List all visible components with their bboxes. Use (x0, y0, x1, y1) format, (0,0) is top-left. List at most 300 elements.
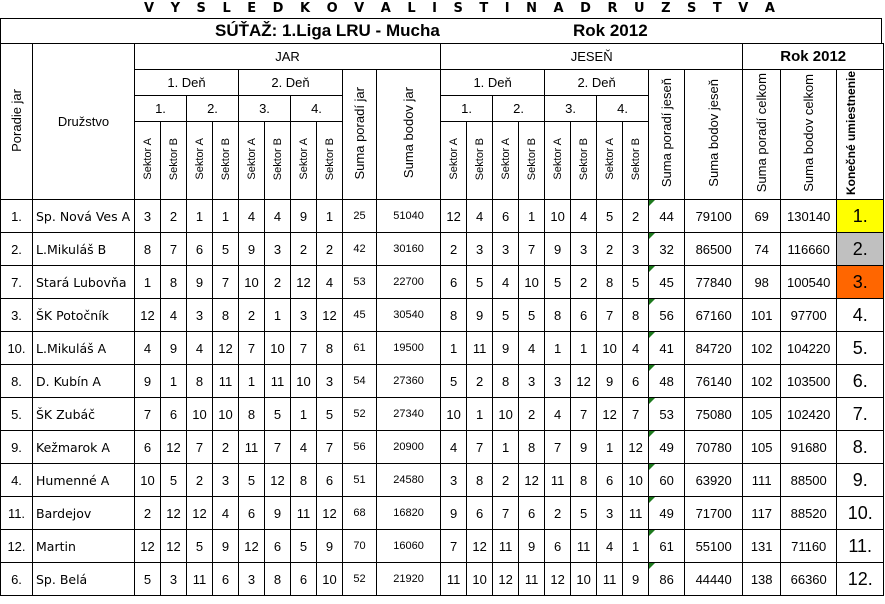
jesen-sector-cell: 2 (597, 233, 623, 266)
jesen-sector-cell: 6 (493, 200, 519, 233)
jar-sector-cell: 7 (265, 431, 291, 464)
jar-sector-cell: 3 (317, 365, 343, 398)
jesen-sector-cell: 5 (597, 200, 623, 233)
jesen-sector-cell: 6 (467, 497, 493, 530)
header-jar: JAR (135, 44, 441, 70)
jar-sector-cell: 12 (291, 266, 317, 299)
sum-poradi-jesen-cell: 60 (649, 464, 685, 497)
jesen-sector-cell: 11 (441, 563, 467, 596)
jar-sector-cell: 10 (239, 266, 265, 299)
jar-sector-cell: 9 (239, 233, 265, 266)
poradie-jar-cell: 1. (1, 200, 33, 233)
sum-bodov-jar-cell: 16820 (377, 497, 441, 530)
jar-sector-cell: 3 (213, 464, 239, 497)
jesen-sector-cell: 6 (519, 497, 545, 530)
table-row (1, 398, 884, 431)
sum-poradi-celkom-cell: 69 (743, 200, 781, 233)
jesen-sector-cell: 2 (493, 464, 519, 497)
jesen-sector-cell: 4 (493, 266, 519, 299)
jesen-sector-cell: 10 (519, 266, 545, 299)
jesen-sector-cell: 7 (597, 299, 623, 332)
sum-bodov-celkom-cell: 71160 (781, 530, 837, 563)
jar-sector-cell: 3 (161, 563, 187, 596)
jesen-sector-cell: 12 (441, 200, 467, 233)
jar-sector-cell: 12 (317, 497, 343, 530)
sum-bodov-jesen-cell: 86500 (685, 233, 743, 266)
jesen-sector-cell: 6 (571, 299, 597, 332)
final-place-cell: 8. (837, 431, 884, 464)
team-name-cell: Stará Lubovňa (33, 266, 135, 299)
jar-sector-cell: 5 (213, 233, 239, 266)
jar-sector-cell: 6 (187, 233, 213, 266)
jesen-sector-cell: 10 (623, 464, 649, 497)
sum-poradi-jesen-cell: 49 (649, 497, 685, 530)
jesen-sector-cell: 7 (441, 530, 467, 563)
jar-sector-cell: 12 (161, 431, 187, 464)
jar-sector-cell: 7 (187, 431, 213, 464)
jar-sector-cell: 7 (161, 233, 187, 266)
team-name-cell: Humenné A (33, 464, 135, 497)
jesen-sector-cell: 3 (597, 497, 623, 530)
jesen-sector-cell: 1 (493, 431, 519, 464)
jesen-sector-cell: 5 (623, 266, 649, 299)
team-name-cell: Bardejov (33, 497, 135, 530)
jesen-sector-cell: 6 (545, 530, 571, 563)
jar-sector-cell: 9 (265, 497, 291, 530)
jesen-sector-cell: 9 (623, 563, 649, 596)
header-jar-sektor-b: Sektor B (265, 122, 291, 200)
sum-bodov-jar-cell: 27340 (377, 398, 441, 431)
jar-sector-cell: 9 (187, 266, 213, 299)
header-jar-kolo2: 2. (187, 96, 239, 122)
jar-sector-cell: 5 (265, 398, 291, 431)
jesen-sector-cell: 9 (493, 332, 519, 365)
jar-sector-cell: 9 (317, 530, 343, 563)
poradie-jar-cell: 8. (1, 365, 33, 398)
jar-sector-cell: 3 (265, 233, 291, 266)
sum-bodov-jar-cell: 21920 (377, 563, 441, 596)
jar-sector-cell: 9 (291, 200, 317, 233)
jar-sector-cell: 10 (135, 464, 161, 497)
jesen-sector-cell: 8 (493, 365, 519, 398)
jesen-sector-cell: 7 (493, 497, 519, 530)
final-place-cell: 12. (837, 563, 884, 596)
jesen-sector-cell: 6 (597, 464, 623, 497)
jesen-sector-cell: 1 (519, 200, 545, 233)
sum-poradi-celkom-cell: 131 (743, 530, 781, 563)
jar-sector-cell: 12 (161, 530, 187, 563)
sum-poradi-jar-cell: 25 (343, 200, 377, 233)
table-row (1, 365, 884, 398)
jar-sector-cell: 12 (135, 299, 161, 332)
header-jesen-sektor-b: Sektor B (571, 122, 597, 200)
jesen-sector-cell: 3 (571, 233, 597, 266)
sum-bodov-celkom-cell: 91680 (781, 431, 837, 464)
jesen-sector-cell: 12 (467, 530, 493, 563)
jesen-sector-cell: 7 (571, 398, 597, 431)
header-jar-sektor-a: Sektor A (239, 122, 265, 200)
header-jar-den1: 1. Deň (135, 70, 239, 96)
jesen-sector-cell: 8 (597, 266, 623, 299)
jar-sector-cell: 1 (161, 365, 187, 398)
sum-poradi-jesen-cell: 45 (649, 266, 685, 299)
sum-poradi-jar-cell: 42 (343, 233, 377, 266)
jesen-sector-cell: 4 (545, 398, 571, 431)
sum-bodov-celkom-cell: 102420 (781, 398, 837, 431)
jar-sector-cell: 2 (317, 233, 343, 266)
sum-bodov-jesen-cell: 44440 (685, 563, 743, 596)
jesen-sector-cell: 9 (545, 233, 571, 266)
jar-sector-cell: 8 (317, 332, 343, 365)
team-name-cell: L.Mikuláš B (33, 233, 135, 266)
sum-bodov-celkom-cell: 104220 (781, 332, 837, 365)
jar-sector-cell: 8 (187, 365, 213, 398)
team-name-cell: Sp. Belá (33, 563, 135, 596)
final-place-cell: 3. (837, 266, 884, 299)
jesen-sector-cell: 7 (467, 431, 493, 464)
final-place-cell: 11. (837, 530, 884, 563)
table-row (1, 332, 884, 365)
sum-poradi-jar-cell: 52 (343, 563, 377, 596)
jar-sector-cell: 2 (135, 497, 161, 530)
jar-sector-cell: 4 (135, 332, 161, 365)
jesen-sector-cell: 2 (467, 365, 493, 398)
jar-sector-cell: 1 (213, 200, 239, 233)
poradie-jar-cell: 11. (1, 497, 33, 530)
jar-sector-cell: 5 (187, 530, 213, 563)
jar-sector-cell: 8 (135, 233, 161, 266)
team-name-cell: ŠK Zubáč (33, 398, 135, 431)
sum-bodov-jesen-cell: 55100 (685, 530, 743, 563)
header-suma-bodov-celkom: Suma bodov celkom (781, 70, 837, 200)
jar-sector-cell: 12 (161, 497, 187, 530)
header-jesen-sektor-b: Sektor B (467, 122, 493, 200)
results-body (1, 200, 884, 596)
jar-sector-cell: 5 (239, 464, 265, 497)
final-place-cell: 1. (837, 200, 884, 233)
jar-sector-cell: 6 (317, 464, 343, 497)
header-suma-bodov-jar: Suma bodov jar (377, 70, 441, 200)
jar-sector-cell: 5 (317, 398, 343, 431)
sum-bodov-jesen-cell: 75080 (685, 398, 743, 431)
jar-sector-cell: 11 (213, 365, 239, 398)
jesen-sector-cell: 4 (571, 200, 597, 233)
sum-bodov-jesen-cell: 79100 (685, 200, 743, 233)
sum-poradi-celkom-cell: 105 (743, 398, 781, 431)
sum-bodov-celkom-cell: 97700 (781, 299, 837, 332)
sum-bodov-jesen-cell: 70780 (685, 431, 743, 464)
jesen-sector-cell: 2 (545, 497, 571, 530)
jesen-sector-cell: 11 (519, 563, 545, 596)
header-jar-sektor-a: Sektor A (187, 122, 213, 200)
team-name-cell: Kežmarok A (33, 431, 135, 464)
jesen-sector-cell: 8 (623, 299, 649, 332)
sum-poradi-jar-cell: 52 (343, 398, 377, 431)
jesen-sector-cell: 4 (623, 332, 649, 365)
jesen-sector-cell: 2 (519, 398, 545, 431)
table-row (1, 530, 884, 563)
poradie-jar-cell: 2. (1, 233, 33, 266)
jar-sector-cell: 9 (213, 530, 239, 563)
poradie-jar-cell: 12. (1, 530, 33, 563)
header-jar-kolo4: 4. (291, 96, 343, 122)
table-row (1, 233, 884, 266)
jesen-sector-cell: 10 (545, 200, 571, 233)
team-name-cell: L.Mikuláš A (33, 332, 135, 365)
jar-sector-cell: 6 (213, 563, 239, 596)
sum-bodov-jesen-cell: 77840 (685, 266, 743, 299)
jar-sector-cell: 10 (291, 365, 317, 398)
jar-sector-cell: 10 (213, 398, 239, 431)
final-place-cell: 9. (837, 464, 884, 497)
team-name-cell: ŠK Potočník (33, 299, 135, 332)
header-jar-sektor-a: Sektor A (291, 122, 317, 200)
sum-poradi-jesen-cell: 61 (649, 530, 685, 563)
jesen-sector-cell: 11 (493, 530, 519, 563)
header-jesen-den2: 2. Deň (545, 70, 649, 96)
jar-sector-cell: 9 (135, 365, 161, 398)
jesen-sector-cell: 3 (545, 365, 571, 398)
jesen-sector-cell: 11 (571, 530, 597, 563)
header-jar-sektor-b: Sektor B (161, 122, 187, 200)
jar-sector-cell: 2 (239, 299, 265, 332)
jar-sector-cell: 8 (161, 266, 187, 299)
sum-bodov-jar-cell: 30540 (377, 299, 441, 332)
jar-sector-cell: 7 (239, 332, 265, 365)
jesen-sector-cell: 1 (467, 398, 493, 431)
table-row (1, 299, 884, 332)
jar-sector-cell: 1 (187, 200, 213, 233)
sum-poradi-celkom-cell: 101 (743, 299, 781, 332)
jesen-sector-cell: 10 (597, 332, 623, 365)
sum-poradi-jesen-cell: 48 (649, 365, 685, 398)
poradie-jar-cell: 9. (1, 431, 33, 464)
jesen-sector-cell: 8 (545, 299, 571, 332)
sum-poradi-jar-cell: 54 (343, 365, 377, 398)
header-jesen-sektor-a: Sektor A (441, 122, 467, 200)
jesen-sector-cell: 11 (467, 332, 493, 365)
jar-sector-cell: 12 (187, 497, 213, 530)
jar-sector-cell: 1 (239, 365, 265, 398)
header-rok: Rok 2012 (743, 44, 884, 70)
sum-bodov-jar-cell: 27360 (377, 365, 441, 398)
sum-poradi-jesen-cell: 41 (649, 332, 685, 365)
sum-bodov-jar-cell: 22700 (377, 266, 441, 299)
header-jesen-kolo4: 4. (597, 96, 649, 122)
jar-sector-cell: 4 (187, 332, 213, 365)
header-jesen-den1: 1. Deň (441, 70, 545, 96)
sum-bodov-celkom-cell: 116660 (781, 233, 837, 266)
sum-poradi-jesen-cell: 86 (649, 563, 685, 596)
jar-sector-cell: 6 (265, 530, 291, 563)
final-place-cell: 10. (837, 497, 884, 530)
sum-poradi-jesen-cell: 32 (649, 233, 685, 266)
jesen-sector-cell: 5 (441, 365, 467, 398)
jar-sector-cell: 7 (135, 398, 161, 431)
poradie-jar-cell: 3. (1, 299, 33, 332)
jar-sector-cell: 1 (135, 266, 161, 299)
jar-sector-cell: 9 (161, 332, 187, 365)
sum-bodov-celkom-cell: 88520 (781, 497, 837, 530)
header-jar-sektor-a: Sektor A (135, 122, 161, 200)
jar-sector-cell: 4 (317, 266, 343, 299)
final-place-cell: 5. (837, 332, 884, 365)
poradie-jar-cell: 5. (1, 398, 33, 431)
sum-poradi-celkom-cell: 74 (743, 233, 781, 266)
jar-sector-cell: 1 (291, 398, 317, 431)
header-jesen-sektor-b: Sektor B (623, 122, 649, 200)
sum-bodov-celkom-cell: 66360 (781, 563, 837, 596)
jar-sector-cell: 5 (291, 530, 317, 563)
jesen-sector-cell: 2 (441, 233, 467, 266)
header-suma-poradi-jesen: Suma poradí jeseň (649, 70, 685, 200)
jar-sector-cell: 8 (213, 299, 239, 332)
table-row (1, 497, 884, 530)
jar-sector-cell: 11 (265, 365, 291, 398)
header-jesen-sektor-a: Sektor A (545, 122, 571, 200)
table-row (1, 266, 884, 299)
team-name-cell: D. Kubín A (33, 365, 135, 398)
final-place-cell: 2. (837, 233, 884, 266)
sum-poradi-jar-cell: 70 (343, 530, 377, 563)
sum-bodov-jesen-cell: 76140 (685, 365, 743, 398)
jar-sector-cell: 11 (291, 497, 317, 530)
jar-sector-cell: 3 (187, 299, 213, 332)
jesen-sector-cell: 3 (467, 233, 493, 266)
jar-sector-cell: 2 (213, 431, 239, 464)
jesen-sector-cell: 5 (571, 497, 597, 530)
sum-bodov-jar-cell: 16060 (377, 530, 441, 563)
jar-sector-cell: 2 (291, 233, 317, 266)
jar-sector-cell: 4 (161, 299, 187, 332)
jar-sector-cell: 12 (213, 332, 239, 365)
jar-sector-cell: 2 (161, 200, 187, 233)
jesen-sector-cell: 9 (597, 365, 623, 398)
header-jesen-sektor-b: Sektor B (519, 122, 545, 200)
jar-sector-cell: 5 (161, 464, 187, 497)
jar-sector-cell: 12 (265, 464, 291, 497)
sum-poradi-jar-cell: 61 (343, 332, 377, 365)
header-poradie-jar: Poradie jar (1, 44, 33, 200)
sum-poradi-celkom-cell: 138 (743, 563, 781, 596)
jar-sector-cell: 8 (239, 398, 265, 431)
competition-header (0, 18, 882, 44)
jar-sector-cell: 7 (317, 431, 343, 464)
sum-poradi-jar-cell: 56 (343, 431, 377, 464)
poradie-jar-cell: 4. (1, 464, 33, 497)
jesen-sector-cell: 8 (519, 431, 545, 464)
sum-poradi-jar-cell: 45 (343, 299, 377, 332)
jar-sector-cell: 4 (265, 200, 291, 233)
sum-bodov-jar-cell: 24580 (377, 464, 441, 497)
table-row (1, 464, 884, 497)
jar-sector-cell: 5 (135, 563, 161, 596)
jar-sector-cell: 8 (291, 464, 317, 497)
sum-bodov-jar-cell: 19500 (377, 332, 441, 365)
jar-sector-cell: 3 (239, 563, 265, 596)
final-place-cell: 4. (837, 299, 884, 332)
sum-bodov-celkom-cell: 88500 (781, 464, 837, 497)
jesen-sector-cell: 9 (571, 431, 597, 464)
sum-bodov-celkom-cell: 130140 (781, 200, 837, 233)
document-title: V Y S L E D K O V A L I S T I N A D R U Z S T V A (144, 1, 781, 16)
team-name-cell: Sp. Nová Ves A (33, 200, 135, 233)
jar-sector-cell: 3 (135, 200, 161, 233)
jesen-sector-cell: 3 (623, 233, 649, 266)
jesen-sector-cell: 12 (623, 431, 649, 464)
jar-sector-cell: 1 (265, 299, 291, 332)
jesen-sector-cell: 12 (571, 365, 597, 398)
jesen-sector-cell: 1 (571, 332, 597, 365)
table-row (1, 563, 884, 596)
sum-poradi-celkom-cell: 102 (743, 365, 781, 398)
table-row (1, 200, 884, 233)
jar-sector-cell: 10 (317, 563, 343, 596)
header-druzstvo: Družstvo (33, 44, 135, 200)
header-jesen-kolo3: 3. (545, 96, 597, 122)
header-jesen: JESEŇ (441, 44, 743, 70)
jar-sector-cell: 6 (239, 497, 265, 530)
jesen-sector-cell: 8 (441, 299, 467, 332)
sum-poradi-jesen-cell: 49 (649, 431, 685, 464)
header-jar-kolo3: 3. (239, 96, 291, 122)
jar-sector-cell: 10 (265, 332, 291, 365)
sum-bodov-jesen-cell: 63920 (685, 464, 743, 497)
jar-sector-cell: 11 (239, 431, 265, 464)
jar-sector-cell: 6 (135, 431, 161, 464)
jar-sector-cell: 4 (291, 431, 317, 464)
sum-poradi-jesen-cell: 56 (649, 299, 685, 332)
jesen-sector-cell: 4 (467, 200, 493, 233)
jar-sector-cell: 4 (239, 200, 265, 233)
header-suma-bodov-jesen: Suma bodov jeseň (685, 70, 743, 200)
sum-bodov-jesen-cell: 84720 (685, 332, 743, 365)
jesen-sector-cell: 7 (623, 398, 649, 431)
poradie-jar-cell: 6. (1, 563, 33, 596)
team-name-cell: Martin (33, 530, 135, 563)
jar-sector-cell: 4 (213, 497, 239, 530)
sum-poradi-jesen-cell: 44 (649, 200, 685, 233)
jesen-sector-cell: 9 (467, 299, 493, 332)
jesen-sector-cell: 11 (597, 563, 623, 596)
jar-sector-cell: 2 (265, 266, 291, 299)
sum-bodov-celkom-cell: 100540 (781, 266, 837, 299)
jesen-sector-cell: 8 (571, 464, 597, 497)
sum-bodov-jar-cell: 30160 (377, 233, 441, 266)
header-jar-sektor-b: Sektor B (317, 122, 343, 200)
jesen-sector-cell: 10 (493, 398, 519, 431)
jesen-sector-cell: 1 (441, 332, 467, 365)
final-place-cell: 7. (837, 398, 884, 431)
jesen-sector-cell: 5 (493, 299, 519, 332)
header-suma-poradi-celkom: Suma poradí celkom (743, 70, 781, 200)
header-jar-den2: 2. Deň (239, 70, 343, 96)
jar-sector-cell: 7 (291, 332, 317, 365)
final-place-cell: 6. (837, 365, 884, 398)
jesen-sector-cell: 7 (519, 233, 545, 266)
sum-bodov-celkom-cell: 103500 (781, 365, 837, 398)
competition-year: Rok 2012 (573, 21, 648, 40)
jar-sector-cell: 7 (213, 266, 239, 299)
jesen-sector-cell: 5 (545, 266, 571, 299)
jesen-sector-cell: 5 (519, 299, 545, 332)
jar-sector-cell: 12 (135, 530, 161, 563)
sum-poradi-jar-cell: 51 (343, 464, 377, 497)
jesen-sector-cell: 2 (571, 266, 597, 299)
jesen-sector-cell: 8 (467, 464, 493, 497)
results-table (0, 43, 884, 596)
jesen-sector-cell: 10 (571, 563, 597, 596)
